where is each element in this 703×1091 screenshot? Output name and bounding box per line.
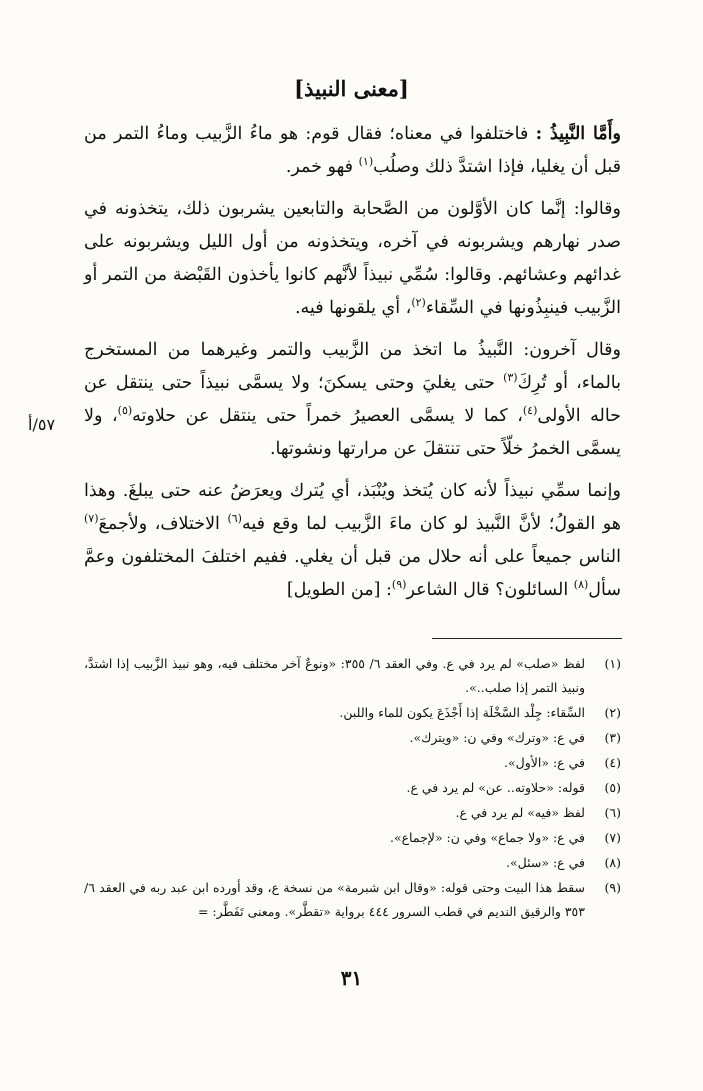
footnote-marker: (٨) [573,578,589,592]
paragraph-1 [84,118,621,184]
text-run: وقالوا: إنَّما كان الأوَّلون من الصَّحابة والتابعين يشربون ذلك، يتخذونه في صدر نهارهم ويشربونه في آخره، ويتخذونه من أول الليل ويشربونه على غدائهم وعشائهم. وقالوا: سُمِّي نبيذاً لأنَّهم كانوا يأخذون القَبْضة من التمر أو الزَّبيب فينبِذُونها في السِّقاء [84,199,621,318]
footnote-marker: (٣) [503,371,518,385]
paragraph-3 [84,334,621,466]
footnote-text: السِّقاء: جِلْد السَّخْلَة إذا أَجْذَعَ يكون للماء واللبن. [339,705,585,720]
footnote-marker: (٧) [84,512,99,526]
footnote-number: (٢) [604,705,621,720]
footnotes [84,652,621,925]
paragraph-4 [84,475,621,607]
footnote-separator [432,638,622,639]
footnote-text: في ع: «ولا جماع» وفي ن: «لإجماع». [389,830,585,845]
footnote-text: في ع: «وترك» وفي ن: «ويترك». [409,730,585,745]
footnote-number: (٧) [604,830,621,845]
footnote-text: سقط هذا البيت وحتى قوله: «وقال ابن شبرمة» من نسخة ع، وقد أورده ابن عبد ربه في العقد ٦/ ٣٥٣ والرقيق النديم في قطب السرور ٤٤٤ برواية «تقطَّر». ومعنى تَفَطَّر: = [84,880,585,919]
footnote-marker: (١) [358,155,374,169]
footnote-number: (٤) [604,755,621,770]
text-run: فهو خمر. [285,157,359,177]
footnote [84,652,621,700]
footnote-text: لفظ «فيه» لم يرد في ع. [455,805,585,820]
section-heading: [معنى النبيذ] [294,76,409,101]
footnote [84,726,621,750]
footnote-text: في ع: «الأول». [504,755,585,770]
footnote-text: لفظ «صلب» لم يرد في ع. وفي العقد ٦/ ٣٥٥: «ونوعٌ آخر مختلف فيه، وهو نبيذ الزَّبيب إذا اشتدَّ، ونبيذ التمر إذا صلب..». [84,656,585,695]
paragraph-lead: وأَمَّا النَّبِيذُ : [535,124,621,144]
text-run: ، كما لا يسمَّى العصيرُ خمراً حتى ينتقل عن حلاوته [132,406,523,426]
paragraph-2 [84,193,621,325]
footnote-marker: (٩) [391,578,407,592]
footnote-marker: (٤) [522,404,538,418]
footnote [84,776,621,800]
text-run: الناس جميعاً على أنه حلال من قبل أن يغلي. ففيم اختلفَ المختلفون وعمَّ سأل [84,547,621,600]
footnote-number: (٩) [604,880,621,895]
main-text [84,118,621,607]
footnote-marker: (٦) [227,512,242,526]
text-run: ، ولا يسمَّى الخمرُ خلّاً حتى تنتقلَ عن مرارتها ونشوتها. [84,406,621,459]
text-run: : [من الطويل] [286,580,392,600]
footnote-number: (٨) [604,855,621,870]
footnote-text: في ع: «سئل». [506,855,585,870]
footnote-number: (٣) [604,730,621,745]
footnote-marker: (٥) [117,404,133,418]
footnote-marker: (٢) [411,296,426,310]
footnote-number: (٥) [604,780,621,795]
footnote-number: (١) [604,656,621,671]
footnote [84,751,621,775]
text-run: فاختلفوا في معناه؛ فقال قوم: هو ماءُ الزَّبيب وماءُ التمر من قبل أن يغليا، فإذا اشتدَّ ذلك وصلُب [84,124,621,177]
footnote-number: (٦) [604,805,621,820]
page-number: ٣١ [340,966,363,990]
footnote-text: قوله: «حلاوته.. عن» لم يرد في ع. [406,780,585,795]
footnote [84,701,621,725]
footnote [84,826,621,850]
text-run: الاختلاف، ولأجمعَ [98,514,228,534]
text-run: ، أي يلقونها فيه. [294,298,412,318]
footnote [84,876,621,924]
text-run: حتى يغليَ وحتى يسكنَ؛ ولا يسمَّى نبيذاً حتى ينتقل عن حاله الأولى [84,373,622,426]
text-run: وقال آخرون: النَّبيذُ ما اتخذ من الزَّبيب والتمر وغيرهما من المستخرج بالماء، أو تُرِكَ [84,340,621,393]
footnote [84,801,621,825]
text-run: السائلون؟ قال الشاعر [406,580,574,600]
manuscript-folio-reference: ٥٧/أ [28,415,56,434]
text-run: وإنما سمِّي نبيذاً لأنه كان يُتخذ ويُنْبَذ، أي يُترك ويعرَضُ عنه حتى يبلغَ. وهذا هو القولُ؛ لأنَّ النَّبيذ لو كان ماءَ الزَّبيب لما وقع فيه [84,481,621,534]
footnote [84,851,621,875]
